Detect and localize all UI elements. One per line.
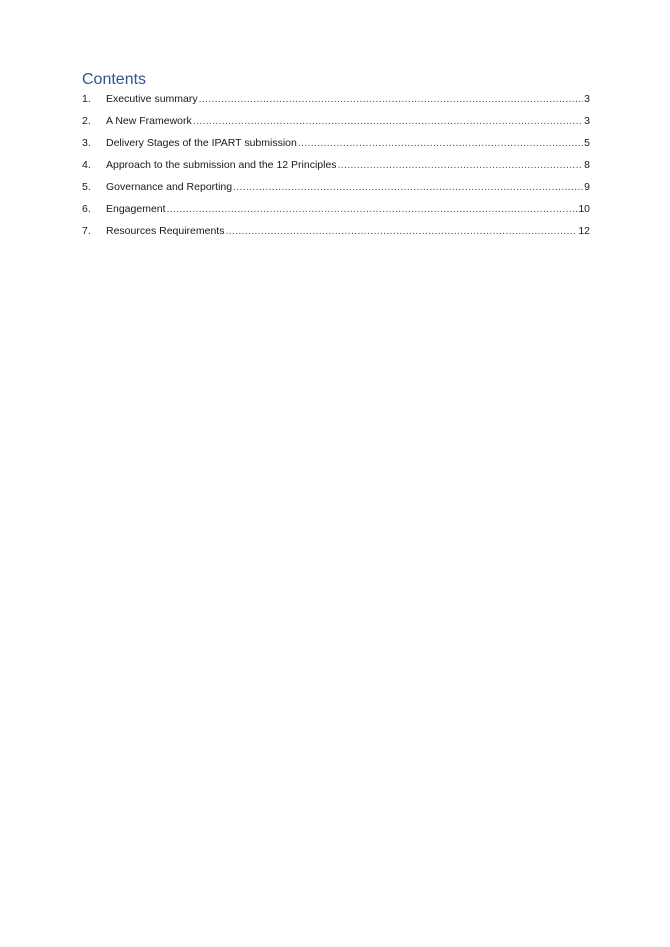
toc-entry-title: Executive summary (106, 93, 198, 105)
toc-entry-governance-reporting[interactable] (82, 181, 590, 203)
toc-entry-page: 3 (584, 93, 590, 105)
toc-entry-page: 9 (584, 181, 590, 193)
toc-heading: Contents (82, 71, 147, 88)
toc-entry-title: Engagement (106, 203, 166, 215)
toc-entry-title: Resources Requirements (106, 225, 225, 237)
toc-dot-leader (193, 115, 583, 127)
toc-entry-delivery-stages[interactable] (82, 137, 590, 159)
toc-entry-resources-requirements[interactable] (82, 225, 590, 247)
toc-entry-page: 8 (584, 159, 590, 171)
toc-entry-number: 5. (82, 181, 91, 193)
toc-entry-title: A New Framework (106, 115, 192, 127)
toc-entry-title: Delivery Stages of the IPART submission (106, 137, 297, 149)
toc-entry-title: Governance and Reporting (106, 181, 233, 193)
toc-entry-number: 7. (82, 225, 91, 237)
table-of-contents (82, 70, 590, 247)
toc-entry-page: 3 (584, 115, 590, 127)
toc-entry-page: 12 (578, 225, 590, 237)
toc-dot-leader (199, 93, 584, 105)
toc-dot-leader (225, 225, 577, 237)
toc-entry-executive-summary[interactable] (82, 93, 590, 115)
toc-entry-approach-principles[interactable] (82, 159, 590, 181)
toc-dot-leader (338, 159, 584, 171)
toc-entry-page: 10 (578, 203, 590, 215)
toc-dot-leader (167, 203, 578, 215)
toc-entry-number: 1. (82, 93, 91, 105)
toc-entry-title: Approach to the submission and the 12 Principles (106, 159, 337, 171)
toc-dot-leader (298, 137, 583, 149)
toc-entry-new-framework[interactable] (82, 115, 590, 137)
toc-entry-number: 3. (82, 137, 91, 149)
toc-dot-leader (233, 181, 583, 193)
toc-list (82, 93, 590, 247)
toc-entry-number: 2. (82, 115, 91, 127)
toc-entry-engagement[interactable] (82, 203, 590, 225)
toc-entry-page: 5 (584, 137, 590, 149)
toc-entry-number: 4. (82, 159, 91, 171)
toc-entry-number: 6. (82, 203, 91, 215)
